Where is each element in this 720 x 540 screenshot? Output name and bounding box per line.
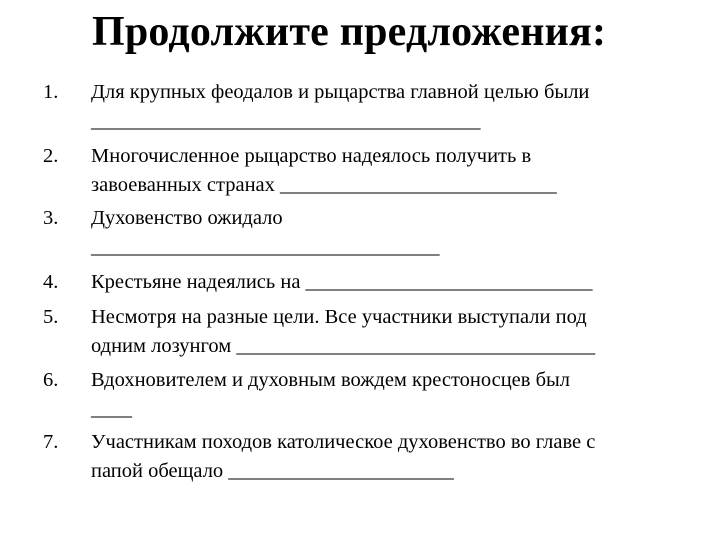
item-line: Участникам походов католическое духовенство во главе с (91, 431, 596, 453)
item-line: Несмотря на разные цели. Все участники выступали под (91, 306, 587, 328)
item-text (91, 303, 696, 361)
answer-blank: ______________________________________ (91, 110, 481, 132)
item-line-with-blank: папой обещало ______________________ (91, 460, 454, 482)
item-number: 6. (43, 369, 59, 391)
item-line-with-blank: Крестьяне надеялись на ____________________________ (91, 271, 593, 293)
item-number: 3. (43, 207, 59, 229)
item-text (91, 268, 696, 297)
item-text (91, 204, 696, 262)
item-number: 2. (43, 145, 59, 167)
item-line: Вдохновителем и духовным вождем крестоносцев был (91, 369, 571, 391)
answer-blank: __________________________________ (91, 236, 440, 258)
item-number: 4. (43, 271, 59, 293)
item-number: 7. (43, 431, 59, 453)
item-number: 5. (43, 306, 59, 328)
item-line: Для крупных феодалов и рыцарства главной целью были (91, 81, 590, 103)
item-text (91, 78, 696, 136)
item-text (91, 142, 696, 200)
item-line: Духовенство ожидало (91, 207, 283, 229)
item-line-with-blank: одним лозунгом ___________________________________ (91, 335, 596, 357)
item-line: Многочисленное рыцарство надеялось получить в (91, 145, 532, 167)
answer-blank: ____ (91, 398, 132, 420)
item-line-with-blank: завоеванных странах ___________________________ (91, 174, 557, 196)
page-title: Продолжите предложения: (92, 9, 607, 55)
item-text (91, 428, 696, 486)
item-number: 1. (43, 81, 59, 103)
item-text (91, 366, 696, 424)
